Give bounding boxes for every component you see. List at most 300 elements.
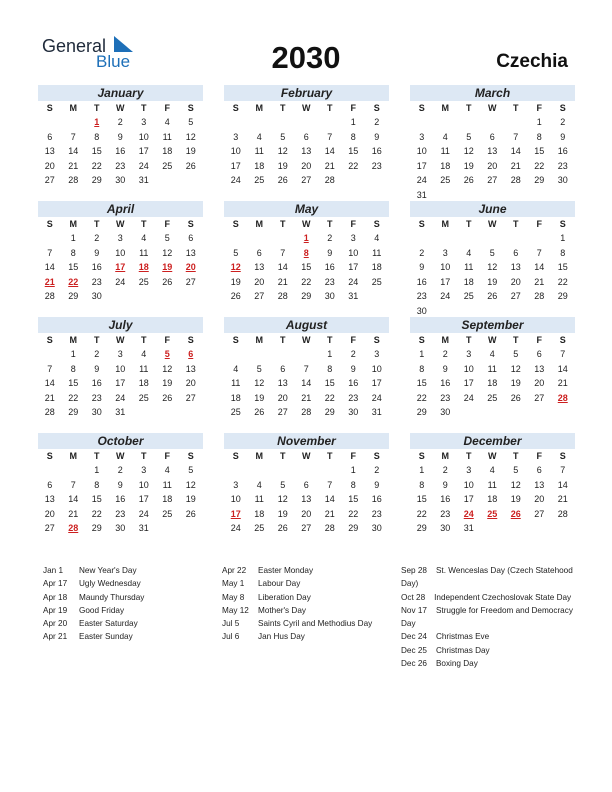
- week-row: [38, 289, 203, 304]
- day-cell: 26: [230, 291, 241, 301]
- day-cell: 17: [371, 378, 382, 388]
- week-row: [224, 159, 389, 174]
- day-cell: 28: [324, 523, 335, 533]
- holiday-date-label: Dec 25: [401, 645, 427, 655]
- day-cell: 29: [348, 523, 359, 533]
- day-cell: 22: [416, 392, 427, 403]
- day-cell: 29: [68, 407, 79, 417]
- day-cell: 10: [416, 146, 427, 156]
- day-cell: 27: [534, 392, 545, 403]
- day-cell: 26: [277, 175, 288, 185]
- day-cell: [318, 115, 342, 130]
- weekday-label: S: [187, 219, 194, 229]
- weekday-label: T: [466, 219, 472, 229]
- weekday-label: M: [441, 103, 449, 113]
- day-cell: [528, 231, 552, 246]
- day-cell: 4: [466, 247, 472, 258]
- month-december: [410, 433, 575, 536]
- day-cell: 21: [68, 508, 79, 519]
- day-cell: 7: [327, 131, 333, 142]
- day-cell: [271, 231, 295, 246]
- day-cell: [504, 115, 528, 130]
- day-cell: 28: [510, 175, 521, 185]
- day-cell: 24: [138, 508, 149, 519]
- day-cell: 13: [44, 494, 55, 504]
- day-cell: 10: [230, 494, 241, 504]
- day-cell: 18: [162, 146, 173, 156]
- day-cell: 16: [115, 146, 126, 156]
- day-cell: 25: [254, 523, 265, 533]
- holiday-date: 18: [138, 262, 149, 272]
- holiday-name: Easter Sunday: [79, 632, 133, 642]
- month-title: October: [38, 433, 203, 449]
- day-cell: 10: [115, 363, 126, 374]
- weekday-label: S: [46, 219, 53, 229]
- day-cell: 9: [94, 247, 100, 258]
- holiday-date-label: Apr 18: [43, 592, 68, 602]
- day-cell: 2: [117, 117, 123, 127]
- day-cell: 28: [301, 407, 312, 417]
- holiday-date: 21: [44, 276, 55, 287]
- day-cell: [551, 405, 575, 420]
- day-cell: 15: [91, 146, 102, 156]
- day-cell: 13: [534, 363, 545, 374]
- day-cell: [224, 463, 248, 478]
- day-cell: 7: [327, 479, 333, 490]
- day-cell: 25: [371, 276, 382, 287]
- day-cell: 21: [68, 160, 79, 171]
- day-cell: 1: [419, 349, 425, 359]
- day-cell: 10: [440, 262, 451, 272]
- day-cell: 21: [557, 378, 568, 388]
- day-cell: 19: [510, 378, 521, 388]
- week-row: [410, 130, 575, 145]
- weekday-label: M: [69, 219, 77, 229]
- day-cell: 5: [256, 363, 262, 374]
- day-cell: 31: [138, 175, 149, 185]
- holiday-entry: [43, 604, 198, 617]
- weekday-label: S: [232, 103, 239, 113]
- holiday-date: 5: [164, 349, 170, 359]
- holiday-name: St. Wenceslas Day (Czech Statehood Day): [401, 566, 573, 589]
- day-cell: 8: [350, 479, 356, 490]
- day-cell: 22: [301, 276, 312, 287]
- day-cell: 13: [301, 146, 312, 156]
- holiday-entry: [43, 577, 198, 590]
- week-row: [224, 347, 389, 362]
- day-cell: 15: [324, 378, 335, 388]
- holiday-date: 8: [303, 247, 309, 258]
- holiday-entry: [222, 564, 392, 577]
- day-cell: 10: [348, 247, 359, 258]
- day-cell: [457, 115, 481, 130]
- day-cell: 23: [371, 160, 382, 171]
- day-cell: 12: [185, 131, 196, 142]
- month-june: [410, 201, 575, 318]
- week-row: [410, 275, 575, 290]
- week-row: [410, 478, 575, 493]
- holiday-date: 6: [188, 349, 194, 359]
- week-row: [410, 376, 575, 391]
- day-cell: 25: [162, 160, 173, 171]
- day-cell: 25: [487, 392, 498, 403]
- weekday-label: T: [280, 451, 286, 461]
- day-cell: 18: [254, 508, 265, 519]
- day-cell: 26: [162, 392, 173, 403]
- day-cell: 5: [466, 131, 472, 142]
- weekday-header: [224, 101, 389, 115]
- day-cell: 5: [513, 349, 519, 359]
- weekday-label: T: [327, 335, 333, 345]
- day-cell: 25: [162, 508, 173, 519]
- day-cell: 23: [440, 508, 451, 519]
- day-cell: 30: [371, 523, 382, 533]
- day-cell: 15: [534, 146, 545, 156]
- day-cell: 11: [162, 131, 172, 142]
- day-cell: 8: [419, 363, 425, 374]
- day-cell: 23: [115, 160, 126, 171]
- weekday-label: F: [350, 335, 356, 345]
- week-row: [410, 144, 575, 159]
- holiday-entry: [222, 617, 392, 630]
- holiday-name: Jan Hus Day: [258, 632, 305, 642]
- day-cell: 9: [419, 262, 425, 272]
- day-cell: 2: [117, 465, 123, 475]
- day-cell: 2: [560, 117, 566, 127]
- weekday-label: S: [46, 335, 53, 345]
- day-cell: [271, 347, 295, 362]
- day-cell: 18: [162, 494, 173, 504]
- week-row: [224, 260, 389, 275]
- weekday-label: T: [141, 451, 147, 461]
- week-row: [224, 289, 389, 304]
- day-cell: 28: [534, 291, 545, 301]
- day-cell: 8: [327, 363, 333, 374]
- day-cell: 19: [230, 276, 241, 287]
- day-cell: 9: [374, 131, 380, 142]
- weekday-label: T: [327, 219, 333, 229]
- weekday-label: T: [94, 451, 100, 461]
- week-row: [224, 115, 389, 130]
- day-cell: 28: [68, 175, 79, 185]
- weekday-label: S: [46, 103, 53, 113]
- holiday-name: New Year's Day: [79, 566, 137, 575]
- day-cell: 6: [513, 247, 519, 258]
- day-cell: 17: [463, 378, 474, 388]
- day-cell: [295, 115, 319, 130]
- day-cell: 7: [560, 465, 566, 475]
- weekday-label: T: [513, 103, 519, 113]
- day-cell: 29: [68, 291, 79, 301]
- holiday-date-label: May 12: [222, 605, 249, 615]
- day-cell: [434, 231, 458, 246]
- day-cell: 30: [115, 175, 126, 185]
- holiday-column: [401, 564, 573, 670]
- day-cell: 14: [44, 378, 55, 388]
- week-row: [224, 521, 389, 536]
- weekday-label: T: [466, 451, 472, 461]
- day-cell: 9: [350, 363, 356, 374]
- week-row: [38, 463, 203, 478]
- day-cell: 3: [233, 479, 239, 490]
- day-cell: 2: [327, 233, 333, 243]
- weekday-label: T: [513, 219, 519, 229]
- day-cell: 22: [68, 392, 79, 403]
- day-cell: 9: [117, 131, 123, 142]
- weekday-label: S: [418, 451, 425, 461]
- day-cell: [481, 304, 505, 319]
- week-row: [38, 115, 203, 130]
- holiday-date: 20: [185, 262, 196, 272]
- day-cell: [179, 405, 203, 420]
- weekday-label: W: [488, 335, 497, 345]
- month-title: July: [38, 317, 203, 333]
- day-cell: 10: [230, 146, 241, 156]
- holiday-date-label: May 8: [222, 592, 245, 602]
- day-cell: 1: [70, 233, 76, 243]
- day-cell: 20: [510, 276, 521, 287]
- day-cell: 4: [256, 479, 262, 490]
- weekday-label: M: [69, 103, 77, 113]
- week-row: [410, 521, 575, 536]
- day-cell: 27: [301, 523, 312, 533]
- day-cell: 12: [510, 479, 521, 490]
- holiday-date: 1: [303, 233, 309, 243]
- day-cell: 10: [138, 479, 149, 490]
- day-cell: 12: [510, 363, 521, 374]
- day-cell: 6: [188, 233, 194, 243]
- month-title: August: [224, 317, 389, 333]
- holiday-date-label: Apr 17: [43, 579, 68, 589]
- day-cell: [504, 405, 528, 420]
- day-cell: [481, 115, 505, 130]
- day-cell: 16: [440, 494, 451, 504]
- week-row: [410, 391, 575, 406]
- holiday-date-label: Apr 22: [222, 566, 247, 575]
- week-row: [38, 405, 203, 420]
- day-cell: [504, 231, 528, 246]
- day-cell: [248, 463, 272, 478]
- day-cell: 24: [416, 175, 427, 185]
- day-cell: 9: [442, 479, 448, 490]
- day-cell: 18: [487, 378, 498, 388]
- day-cell: 30: [115, 523, 126, 533]
- week-row: [224, 246, 389, 261]
- week-row: [38, 492, 203, 507]
- day-cell: 1: [327, 349, 333, 359]
- day-cell: 14: [324, 146, 335, 156]
- day-cell: 2: [442, 465, 448, 475]
- weekday-label: F: [350, 103, 356, 113]
- day-cell: 8: [350, 131, 356, 142]
- day-cell: 30: [416, 305, 427, 316]
- month-march: [410, 85, 575, 202]
- holiday-name: Labour Day: [258, 579, 301, 589]
- day-cell: 19: [277, 508, 288, 519]
- day-cell: 16: [416, 276, 427, 287]
- day-cell: [271, 115, 295, 130]
- weekday-label: F: [536, 219, 542, 229]
- day-cell: 20: [254, 276, 265, 287]
- day-cell: [434, 188, 458, 203]
- day-cell: 12: [162, 363, 173, 374]
- weekday-header: [224, 449, 389, 463]
- week-row: [38, 130, 203, 145]
- day-cell: 5: [280, 131, 286, 142]
- weekday-label: F: [536, 103, 542, 113]
- weekday-label: W: [116, 103, 125, 113]
- day-cell: [365, 289, 389, 304]
- weekday-label: S: [232, 219, 239, 229]
- weekday-label: W: [302, 335, 311, 345]
- day-cell: 31: [463, 523, 474, 533]
- week-row: [224, 507, 389, 522]
- day-cell: 14: [557, 479, 568, 490]
- day-cell: 6: [536, 349, 542, 359]
- day-cell: 26: [463, 175, 474, 185]
- day-cell: [248, 347, 272, 362]
- day-cell: 30: [557, 175, 568, 185]
- day-cell: 24: [463, 392, 474, 403]
- day-cell: 3: [117, 233, 123, 243]
- day-cell: 9: [327, 247, 333, 258]
- day-cell: 12: [162, 247, 173, 258]
- day-cell: 25: [440, 175, 451, 185]
- day-cell: 28: [277, 291, 288, 301]
- day-cell: 29: [324, 407, 335, 417]
- weekday-label: M: [441, 219, 449, 229]
- weekday-header: [224, 333, 389, 347]
- day-cell: 19: [254, 392, 265, 403]
- day-cell: 23: [371, 508, 382, 519]
- weekday-label: W: [116, 451, 125, 461]
- day-cell: 21: [324, 160, 335, 171]
- day-cell: 18: [138, 378, 149, 388]
- holiday-name: Christmas Day: [435, 645, 490, 655]
- day-cell: 27: [44, 175, 55, 185]
- weekday-label: W: [302, 103, 311, 113]
- day-cell: [295, 347, 319, 362]
- day-cell: 1: [560, 233, 566, 243]
- day-cell: 24: [371, 392, 382, 403]
- week-row: [224, 463, 389, 478]
- holiday-date-label: Jul 5: [222, 619, 240, 629]
- day-cell: 28: [324, 175, 335, 185]
- day-cell: 27: [487, 175, 498, 185]
- weekday-label: M: [441, 451, 449, 461]
- day-cell: 13: [534, 479, 545, 490]
- day-cell: 13: [254, 262, 265, 272]
- weekday-label: M: [255, 335, 263, 345]
- holiday-entry: [401, 657, 573, 670]
- day-cell: 4: [256, 131, 262, 142]
- weekday-label: S: [187, 451, 194, 461]
- holiday-name: Liberation Day: [258, 592, 311, 602]
- weekday-label: W: [488, 103, 497, 113]
- day-cell: 16: [557, 146, 568, 156]
- holiday-date: 17: [115, 262, 126, 272]
- day-cell: 30: [324, 291, 335, 301]
- weekday-label: T: [280, 219, 286, 229]
- day-cell: 5: [233, 247, 239, 258]
- weekday-label: T: [94, 103, 100, 113]
- day-cell: 14: [301, 378, 312, 388]
- day-cell: 5: [164, 233, 170, 243]
- holiday-date-label: Jan 1: [43, 566, 64, 575]
- day-cell: 25: [138, 392, 149, 403]
- day-cell: 29: [91, 175, 102, 185]
- day-cell: 2: [442, 349, 448, 359]
- day-cell: 28: [44, 291, 55, 301]
- day-cell: [38, 463, 62, 478]
- weekday-label: S: [187, 335, 194, 345]
- day-cell: 16: [440, 378, 451, 388]
- week-row: [38, 347, 203, 362]
- day-cell: 21: [534, 276, 545, 287]
- day-cell: 27: [277, 407, 288, 417]
- day-cell: [179, 521, 203, 536]
- weekday-label: M: [69, 451, 77, 461]
- day-cell: 19: [510, 494, 521, 504]
- day-cell: 22: [324, 392, 335, 403]
- day-cell: 17: [463, 494, 474, 504]
- day-cell: 24: [348, 276, 359, 287]
- month-september: [410, 317, 575, 420]
- day-cell: [528, 521, 552, 536]
- day-cell: 19: [185, 146, 196, 156]
- day-cell: 6: [489, 131, 495, 142]
- day-cell: 27: [254, 291, 265, 301]
- holiday-date: 24: [463, 508, 474, 519]
- weekday-label: S: [373, 219, 380, 229]
- day-cell: 30: [91, 291, 102, 301]
- day-cell: 3: [141, 465, 147, 475]
- day-cell: 2: [350, 349, 356, 359]
- day-cell: 16: [324, 262, 335, 272]
- day-cell: [224, 347, 248, 362]
- day-cell: 3: [466, 465, 472, 475]
- day-cell: 20: [277, 392, 288, 403]
- day-cell: 7: [513, 131, 519, 142]
- day-cell: 4: [141, 233, 147, 243]
- day-cell: 26: [487, 291, 498, 301]
- weekday-label: T: [513, 451, 519, 461]
- weekday-header: [38, 333, 203, 347]
- day-cell: 18: [254, 160, 265, 171]
- day-cell: 23: [115, 508, 126, 519]
- weekday-header: [224, 217, 389, 231]
- day-cell: [62, 115, 86, 130]
- weekday-label: M: [69, 335, 77, 345]
- holiday-name: Boxing Day: [435, 659, 478, 669]
- day-cell: 29: [416, 523, 427, 533]
- day-cell: [481, 231, 505, 246]
- week-row: [224, 231, 389, 246]
- day-cell: 27: [510, 291, 521, 301]
- day-cell: 15: [416, 378, 427, 388]
- holiday-name: Independent Czechoslovak State Day: [434, 592, 572, 602]
- week-row: [38, 376, 203, 391]
- day-cell: 11: [254, 146, 264, 156]
- day-cell: [365, 173, 389, 188]
- day-cell: [224, 115, 248, 130]
- holiday-name: Mother's Day: [258, 605, 306, 615]
- weekday-label: S: [232, 451, 239, 461]
- holiday-entry: [222, 577, 392, 590]
- month-title: March: [410, 85, 575, 101]
- weekday-label: S: [373, 451, 380, 461]
- weekday-header: [38, 217, 203, 231]
